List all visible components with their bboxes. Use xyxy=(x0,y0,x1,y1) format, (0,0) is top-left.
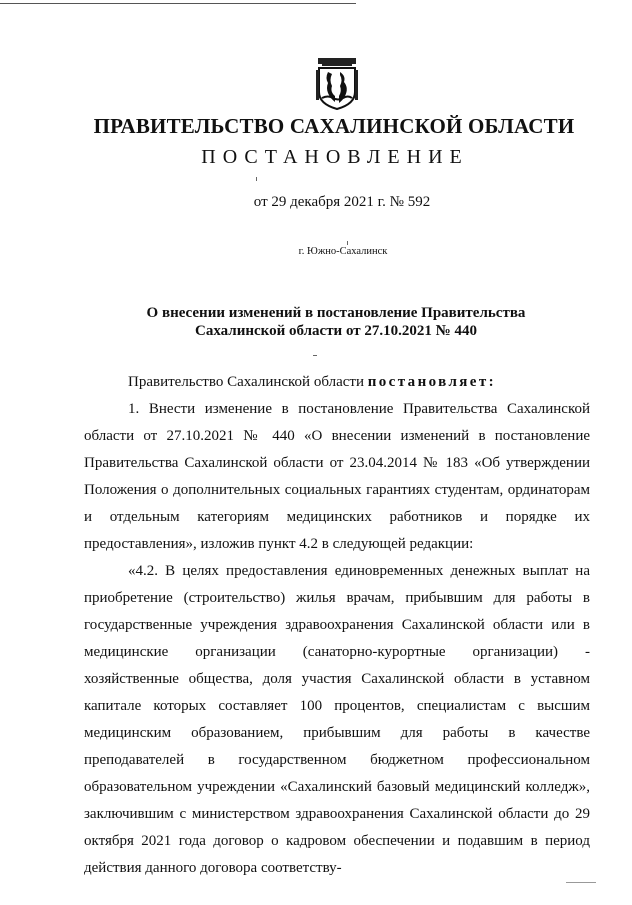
scan-speck xyxy=(256,177,257,181)
government-title: ПРАВИТЕЛЬСТВО САХАЛИНСКОЙ ОБЛАСТИ xyxy=(93,114,575,138)
document-date-number: от 29 декабря 2021 г. № 592 xyxy=(253,194,431,210)
scan-edge-line xyxy=(0,3,356,4)
document-type: ПОСТАНОВЛЕНИЕ xyxy=(201,146,469,168)
paragraph-2: «4.2. В целях предоставления единовременных денежных выплат на приобретение (строительство) жилья врачам, прибывшим для работы в государственные учреждения здравоохранения Сахалинской области или в медицинские организации (санаторно-курортные организации) - хозяйственные общества, доля участия Сахалинской области в уставном капитале которых составляет 100 процентов, специалистам с высшим медицинским образованием, прибывшим для работы в качестве преподавателей в государственном бюджетном профессиональном образовательном учреждении «Сахалинский базовый медицинский колледж», заключившим с министерством здравоохранения Сахалинской области до 29 октября 2021 года договор о кадровом обеспечении и подавшим в период действия данного договора соответству- xyxy=(84,563,590,876)
subject-line-1: О внесении изменений в постановление Правительства xyxy=(146,305,526,321)
paragraph-1: 1. Внести изменение в постановление Правительства Сахалинской области от 27.10.2021 № 440 «О внесении изменений в постановление Правительства Сахалинской области от 23.04.2014 № 183 «Об утверждении Положения о дополнительных социальных гарантиях студентам, ординаторам и отдельным категориям медицинских работников и порядке их предоставления», изложив пункт 4.2 в следующей редакции: xyxy=(84,401,590,552)
scan-speck xyxy=(566,882,596,883)
intro-action: постановляет: xyxy=(367,374,497,390)
subject-line-2: Сахалинской области от 27.10.2021 № 440 xyxy=(195,323,477,339)
scan-speck xyxy=(313,355,317,356)
intro-prefix: Правительство Сахалинской области xyxy=(128,374,368,390)
scan-speck xyxy=(347,241,348,245)
document-subject xyxy=(0,304,632,340)
document-city: г. Южно-Сахалинск xyxy=(298,246,388,257)
intro-paragraph xyxy=(84,369,590,396)
document-body xyxy=(84,369,590,882)
sakhalin-coat-of-arms-icon xyxy=(316,58,358,110)
